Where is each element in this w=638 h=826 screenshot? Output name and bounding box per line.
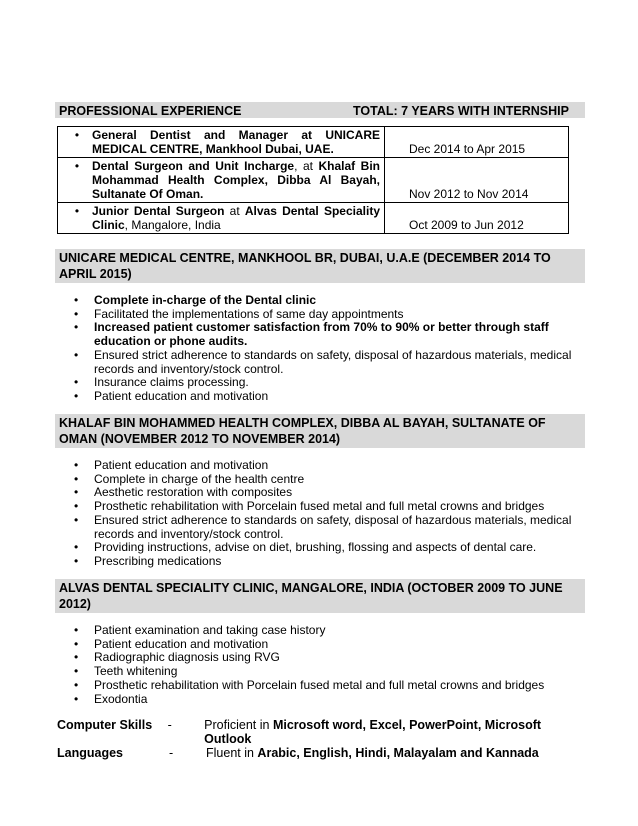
list-item-text: Ensured strict adherence to standards on safety, disposal of hazardous materials, medical records and inventory/stock control. [94,512,572,541]
role-text: Junior Dental Surgeon at Alvas Dental Speciality Clinic, Mangalore, India [92,204,380,232]
list-item [74,473,584,487]
table-row [58,203,569,234]
alvas-heading: ALVAS DENTAL SPECIALITY CLINIC, MANGALORE, INDIA (OCTOBER 2009 TO JUNE 2012) [55,579,585,613]
khalaf-duties-list [74,459,584,569]
bullet: • [74,347,79,362]
list-item [74,390,584,404]
bullet: • [74,650,79,665]
list-item-text: Exodontia [94,691,148,706]
bullet: • [74,677,79,692]
bullet: • [74,320,79,335]
list-item [74,693,584,707]
list-item-text: Patient education and motivation [94,636,269,651]
bullet: • [74,388,79,403]
bullet: • [74,485,79,500]
list-item [74,679,584,693]
list-item-text: Patient education and motivation [94,388,269,403]
computer-skills-dash: - [167,718,172,732]
date-cell: Nov 2012 to Nov 2014 [385,158,569,203]
bullet: • [74,375,79,390]
list-item-text: Patient examination and taking case history [94,623,326,637]
bullet: • [74,512,79,527]
list-item [74,638,584,652]
list-item-text: Prosthetic rehabilitation with Porcelain fused metal and full metal crowns and bridges [94,677,545,692]
languages-value: Fluent in Arabic, English, Hindi, Malayalam and Kannada [206,746,539,760]
list-item [74,321,584,348]
list-item-text: Aesthetic restoration with composites [94,485,293,500]
computer-skills-row [57,718,587,746]
languages-row [57,746,587,760]
list-item [74,541,584,555]
list-item [74,376,584,390]
table-row [58,158,569,203]
experience-heading: PROFESSIONAL EXPERIENCE [59,104,242,118]
list-item-text: Ensured strict adherence to standards on safety, disposal of hazardous materials, medical records and inventory/stock control. [94,347,572,376]
languages-label: Languages [57,746,123,760]
computer-skills-value: Proficient in Microsoft word, Excel, PowerPoint, Microsoft Outlook [204,718,542,746]
bullet: • [74,499,79,514]
list-item-text: Increased patient customer satisfaction from 70% to 90% or better through staff education or phone audits. [94,320,549,349]
role-cell [58,158,385,203]
bullet: • [74,691,79,706]
experience-table [57,126,569,234]
list-item [74,665,584,679]
experience-total: TOTAL: 7 YEARS WITH INTERNSHIP [353,104,569,118]
list-item-text: Teeth whitening [94,664,178,679]
bullet: • [74,636,79,651]
list-item [74,294,584,308]
bullet: • [74,471,79,486]
list-item-text: Radiographic diagnosis using RVG [94,650,280,665]
unicare-duties-list [74,294,584,404]
list-item-text: Insurance claims processing. [94,375,249,390]
role-cell [58,127,385,158]
experience-heading-bar [55,102,585,118]
alvas-duties-list [74,624,584,706]
date-cell: Dec 2014 to Apr 2015 [385,127,569,158]
role-text: General Dentist and Manager at UNICARE MEDICAL CENTRE, Mankhool Dubai, UAE. [92,128,380,156]
bullet: • [74,306,79,321]
computer-skills-label: Computer Skills [57,718,153,732]
list-item-text: Complete in charge of the health centre [94,471,305,486]
list-item [74,308,584,322]
bullet: • [74,204,80,218]
table-row [58,127,569,158]
role-cell [58,203,385,234]
list-item-text: Prescribing medications [94,553,222,568]
role-text: Dental Surgeon and Unit Incharge, at Khalaf Bin Mohammad Health Complex, Dibba Al Bayah, Sultanate Of Oman. [92,159,381,201]
list-item [74,651,584,665]
list-item [74,349,584,376]
list-item-text: Patient education and motivation [94,458,269,472]
bullet: • [74,540,79,555]
unicare-heading: UNICARE MEDICAL CENTRE, MANKHOOL BR, DUBAI, U.A.E (DECEMBER 2014 TO APRIL 2015) [55,249,585,283]
bullet: • [74,159,80,173]
bullet: • [74,623,79,637]
list-item-text: Providing instructions, advise on diet, brushing, flossing and aspects of dental care. [94,540,537,555]
list-item [74,555,584,569]
list-item [74,624,584,638]
list-item [74,459,584,473]
bullet: • [74,553,79,568]
bullet: • [74,458,79,472]
bullet: • [74,128,80,142]
bullet: • [74,293,79,307]
list-item [74,514,584,541]
list-item-text: Facilitated the implementations of same day appointments [94,306,404,321]
bullet: • [74,664,79,679]
khalaf-heading: KHALAF BIN MOHAMMED HEALTH COMPLEX, DIBBA AL BAYAH, SULTANATE OF OMAN (NOVEMBER 2012 TO NOVEMBER 2014) [55,414,585,448]
list-item [74,500,584,514]
list-item-text: Complete in-charge of the Dental clinic [94,293,317,307]
languages-dash: - [169,746,174,760]
list-item [74,486,584,500]
list-item-text: Prosthetic rehabilitation with Porcelain fused metal and full metal crowns and bridges [94,499,545,514]
date-cell: Oct 2009 to Jun 2012 [385,203,569,234]
